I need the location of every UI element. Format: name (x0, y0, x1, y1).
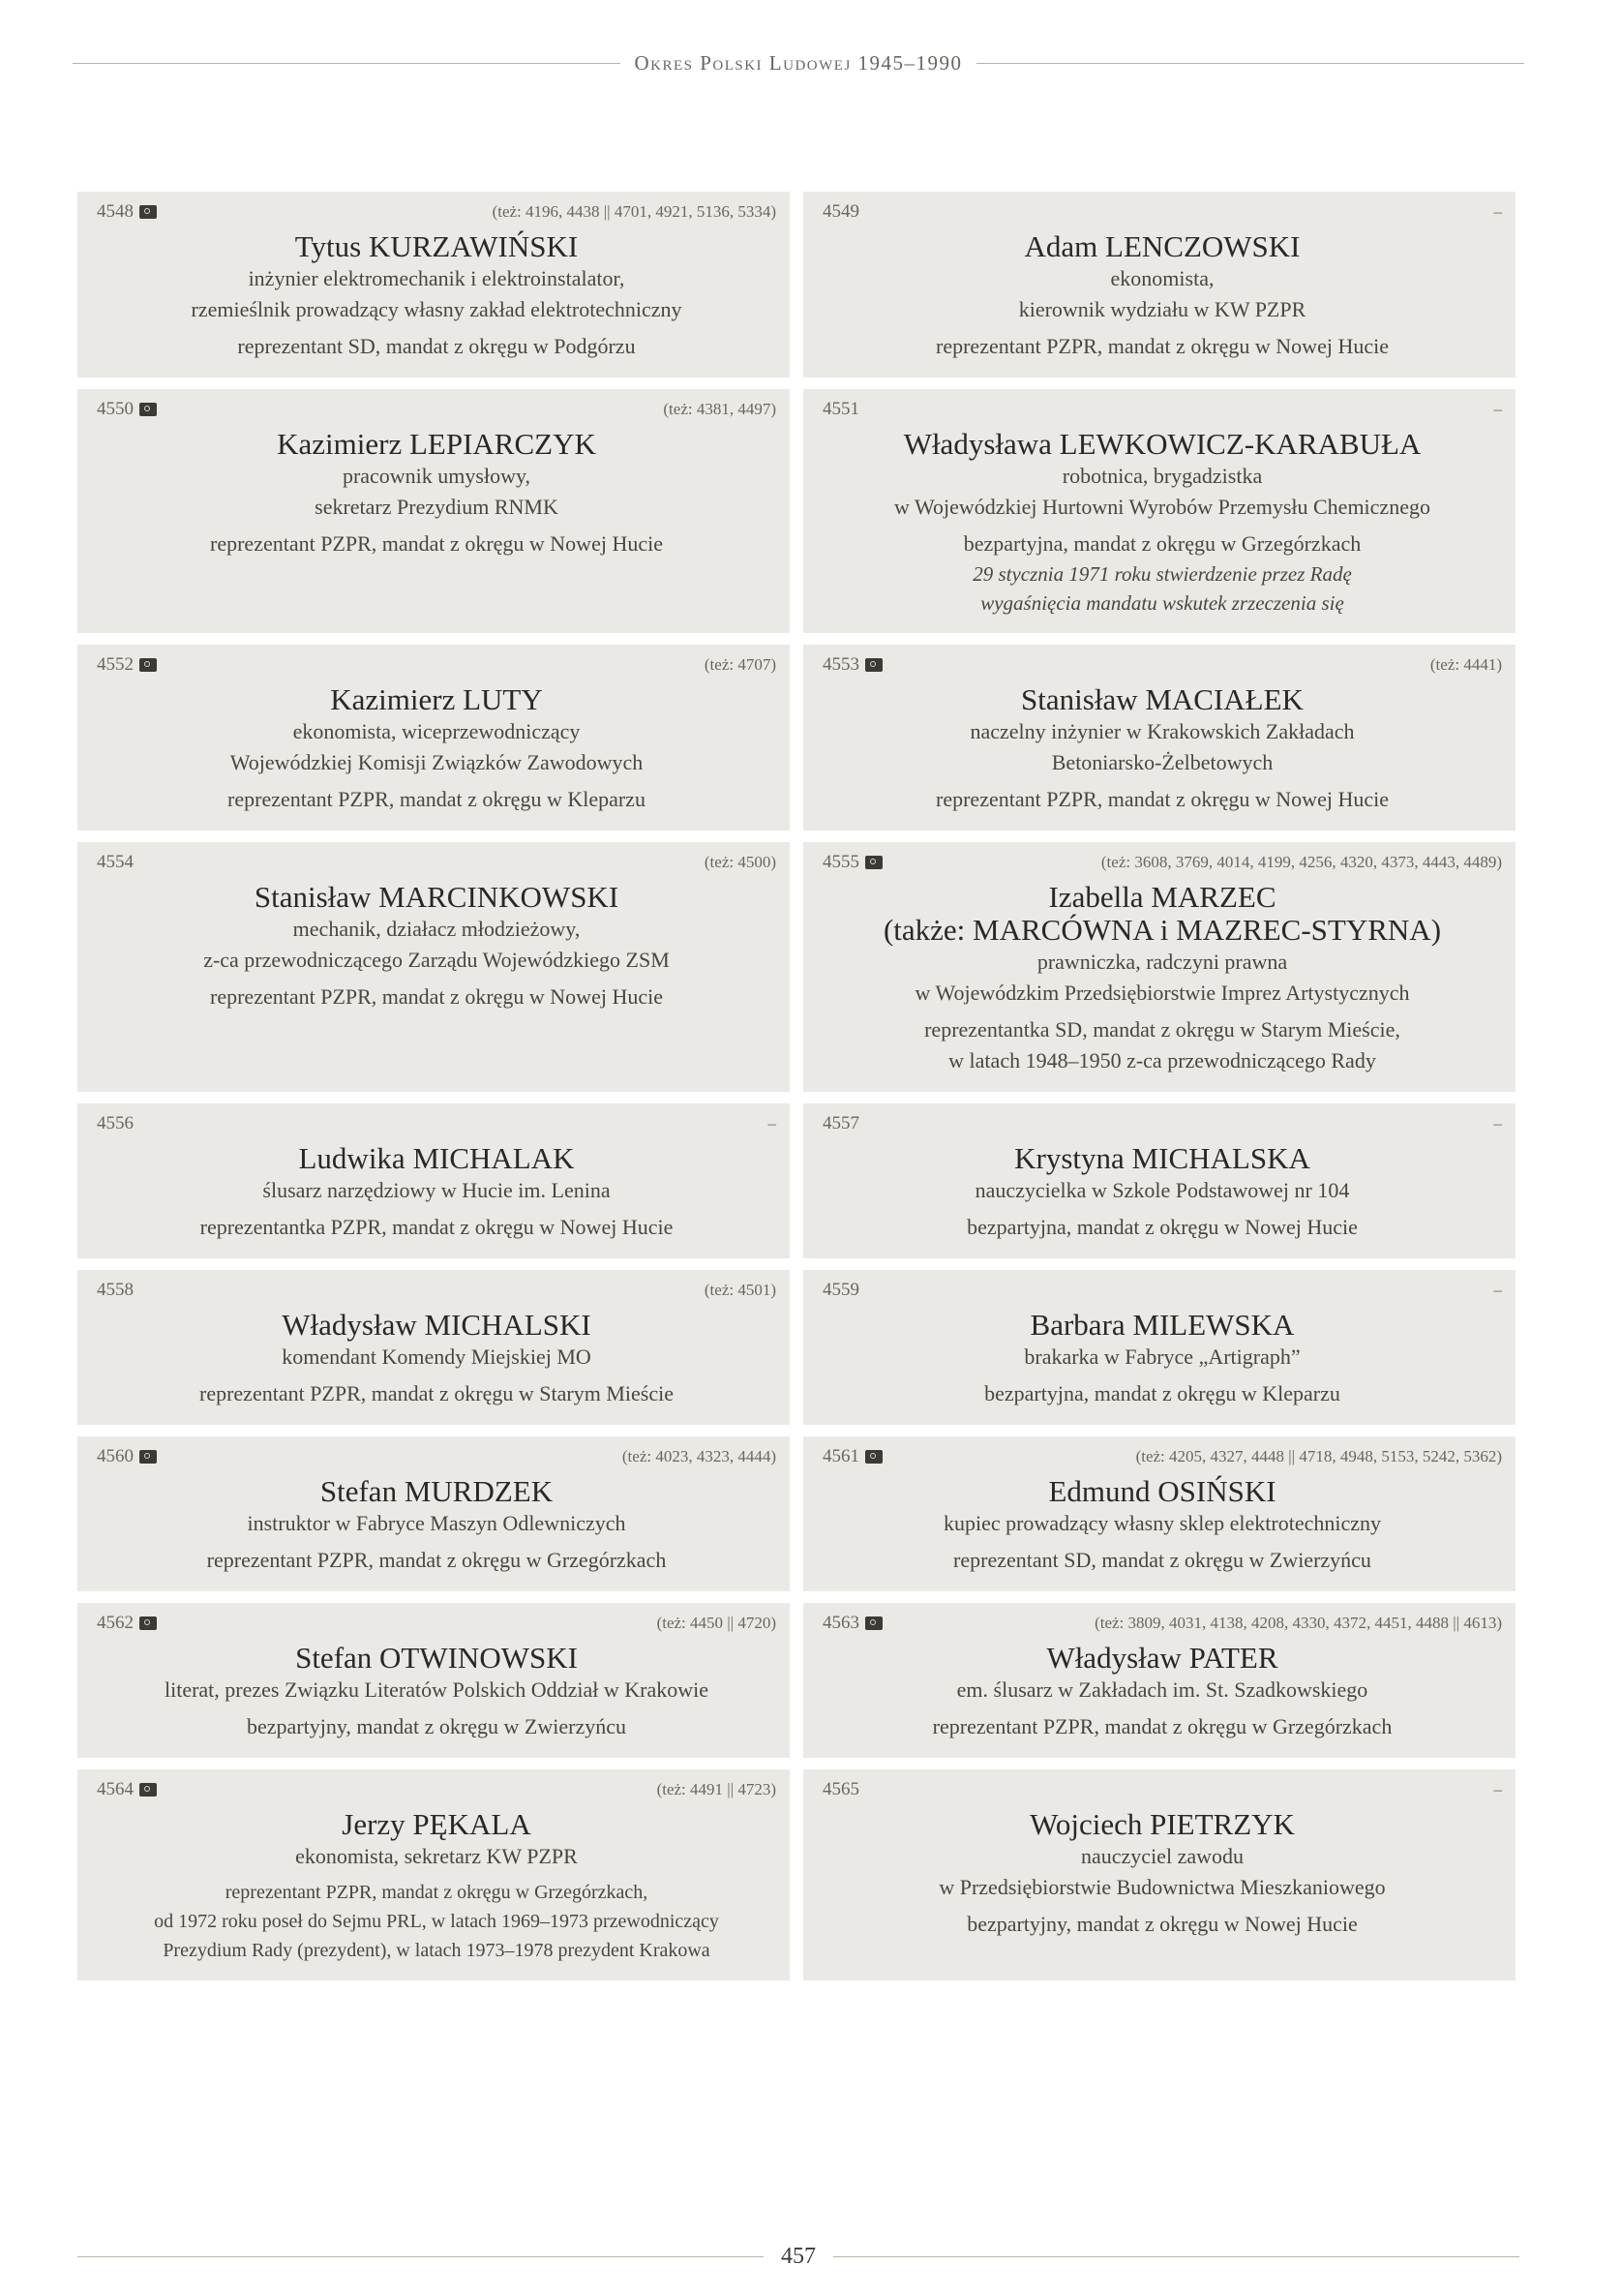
occupation-line: w Wojewódzkiej Hurtowni Wyrobów Przemysłu Chemicznego (894, 495, 1430, 519)
entry-number-text: 4561 (823, 1446, 859, 1466)
camera-icon (139, 1783, 157, 1797)
entry-card (77, 1270, 790, 1425)
entry-number (823, 201, 859, 223)
occupation-line: kupiec prowadzący własny sklep elektrotechniczny (943, 1511, 1382, 1535)
occupation-line: w Przedsiębiorstwie Budownictwa Mieszkaniowego (939, 1875, 1386, 1899)
entry-number-text: 4551 (823, 399, 859, 419)
entry-cross-refs: – (1493, 400, 1502, 418)
entry-number-text: 4562 (97, 1613, 134, 1633)
camera-icon (139, 403, 157, 416)
entry-cross-refs: (też: 4023, 4323, 4444) (621, 1447, 776, 1465)
entry-number-text: 4549 (823, 201, 859, 222)
entry-number-text: 4563 (823, 1613, 859, 1633)
camera-icon (139, 658, 157, 672)
person-name: Kazimierz LUTY (330, 682, 543, 716)
entry-number-text: 4558 (97, 1280, 134, 1300)
entry-cross-refs: (też: 4450 || 4720) (656, 1614, 776, 1632)
occupation-line: kierownik wydziału w KW PZPR (1018, 297, 1306, 321)
entry-header (823, 199, 1502, 225)
entry-number-text: 4552 (97, 654, 134, 675)
person-name: Władysława LEWKOWICZ-KARABUŁA (903, 427, 1422, 461)
entry-number (823, 1280, 859, 1301)
entry-number-text: 4560 (97, 1446, 134, 1466)
mandate-line: reprezentant PZPR, mandat z okręgu w Nowej Hucie (936, 787, 1389, 811)
entry-number-text: 4550 (97, 399, 134, 419)
occupation-line: sekretarz Prezydium RNMK (315, 495, 558, 519)
mandate-line: reprezentant PZPR, mandat z okręgu w Nowej Hucie (210, 984, 663, 1009)
entry-header (97, 199, 776, 225)
entry-card (77, 1436, 790, 1591)
entry-number (97, 201, 157, 223)
camera-icon (865, 856, 883, 869)
header-title: Okres Polski Ludowej 1945–1990 (634, 50, 963, 75)
entry-number-text: 4553 (823, 654, 859, 675)
page-footer (77, 2242, 1519, 2271)
person-name: Władysław PATER (1046, 1641, 1278, 1675)
entry-header (823, 397, 1502, 422)
entry-header (823, 1111, 1502, 1136)
entry-cross-refs: – (1493, 1780, 1502, 1798)
entry-number (823, 1446, 883, 1467)
camera-icon (139, 1450, 157, 1464)
entry-card (803, 1103, 1516, 1258)
entry-card (77, 192, 790, 378)
entry-header (97, 1777, 776, 1802)
occupation-line: naczelny inżynier w Krakowskich Zakładach (970, 719, 1355, 743)
mandate-line: reprezentant PZPR, mandat z okręgu w Nowej Hucie (210, 531, 663, 556)
entry-header (97, 652, 776, 678)
mandate-line: w latach 1948–1950 z-ca przewodniczącego Rady (948, 1048, 1376, 1072)
note-line: 29 stycznia 1971 roku stwierdzenie przez Radę (973, 562, 1352, 586)
entry-card (77, 842, 790, 1092)
camera-icon (139, 205, 157, 219)
entry-header (97, 1278, 776, 1303)
running-header (73, 48, 1524, 77)
person-name: Barbara MILEWSKA (1030, 1308, 1295, 1342)
entry-card (77, 645, 790, 831)
entry-header (823, 1278, 1502, 1303)
entry-number (823, 1779, 859, 1800)
entry-header (823, 1444, 1502, 1469)
entry-cross-refs: (też: 4196, 4438 || 4701, 4921, 5136, 5334) (492, 202, 776, 221)
mandate-line: reprezentant PZPR, mandat z okręgu w Nowej Hucie (936, 334, 1389, 358)
header-rule-right (976, 63, 1524, 64)
occupation-line: brakarka w Fabryce „Artigraph” (1024, 1344, 1301, 1369)
header-rule-left (73, 63, 620, 64)
person-name: Stefan MURDZEK (319, 1474, 554, 1508)
entries-grid (77, 192, 1522, 1980)
entry-number (823, 399, 859, 420)
entry-cross-refs: (też: 4381, 4497) (663, 400, 776, 418)
page-number: 457 (781, 2243, 816, 2269)
entry-card (803, 1769, 1516, 1980)
person-name: Izabella MARZEC (1048, 880, 1276, 914)
entry-number-text: 4565 (823, 1779, 859, 1799)
occupation-line: nauczyciel zawodu (1081, 1844, 1244, 1868)
occupation-line: nauczycielka w Szkole Podstawowej nr 104 (975, 1178, 1350, 1202)
person-name: Wojciech PIETRZYK (1030, 1807, 1295, 1841)
person-name: Edmund OSIŃSKI (1048, 1474, 1276, 1508)
entry-number (823, 654, 883, 676)
entry-card (77, 1603, 790, 1758)
entry-header (823, 1777, 1502, 1802)
entry-cross-refs: – (1493, 1114, 1502, 1133)
entry-number (97, 852, 134, 873)
mandate-line: reprezentant PZPR, mandat z okręgu w Starym Mieście (199, 1381, 674, 1405)
mandate-line: reprezentant SD, mandat z okręgu w Zwierzyńcu (953, 1548, 1371, 1572)
occupation-line: ekonomista, wiceprzewodniczący (292, 719, 581, 743)
entry-header (97, 1611, 776, 1636)
entry-number (823, 1613, 883, 1634)
entry-card (803, 1436, 1516, 1591)
person-name: Jerzy PĘKALA (342, 1807, 531, 1841)
entry-number-text: 4548 (97, 201, 134, 222)
mandate-line: reprezentantka PZPR, mandat z okręgu w Nowej Hucie (199, 1215, 674, 1239)
entry-number (97, 1280, 134, 1301)
mandate-line: reprezentant PZPR, mandat z okręgu w Grzegórzkach, (225, 1882, 648, 1903)
entry-number-text: 4554 (97, 852, 134, 872)
person-name: Kazimierz LEPIARCZYK (277, 427, 596, 461)
entry-number (97, 1779, 157, 1800)
entry-cross-refs: (też: 3809, 4031, 4138, 4208, 4330, 4372, 4451, 4488 || 4613) (1095, 1614, 1502, 1632)
entry-header (823, 652, 1502, 678)
entry-number (823, 852, 883, 873)
occupation-line: z-ca przewodniczącego Zarządu Wojewódzkiego ZSM (203, 948, 670, 972)
occupation-line: literat, prezes Związku Literatów Polskich Oddział w Krakowie (164, 1677, 709, 1702)
person-alias: (także: MARCÓWNA i MAZREC-STYRNA) (883, 913, 1442, 947)
occupation-line: prawniczka, radczyni prawna (1036, 950, 1288, 974)
occupation-line: Wojewódzkiej Komisji Związków Zawodowych (229, 750, 644, 774)
mandate-line: bezpartyjna, mandat z okręgu w Grzegórzkach (963, 531, 1362, 556)
occupation-line: komendant Komendy Miejskiej MO (282, 1344, 591, 1369)
person-name: Stefan OTWINOWSKI (295, 1641, 578, 1675)
mandate-line: od 1972 roku poseł do Sejmu PRL, w latach 1969–1973 przewodniczący (154, 1911, 719, 1932)
entry-number-text: 4555 (823, 852, 859, 872)
entry-number-text: 4559 (823, 1280, 859, 1300)
mandate-line: Prezydium Rady (prezydent), w latach 1973–1978 prezydent Krakowa (163, 1940, 710, 1961)
entry-number (97, 399, 157, 420)
entry-header (823, 1611, 1502, 1636)
mandate-line: bezpartyjna, mandat z okręgu w Nowej Hucie (967, 1215, 1358, 1239)
occupation-line: pracownik umysłowy, (342, 464, 531, 488)
entry-header (97, 1111, 776, 1136)
person-name: Adam LENCZOWSKI (1024, 229, 1301, 263)
camera-icon (865, 658, 883, 672)
occupation-line: em. ślusarz w Zakładach im. St. Szadkowskiego (956, 1677, 1368, 1702)
mandate-line: bezpartyjny, mandat z okręgu w Zwierzyńcu (247, 1714, 626, 1738)
occupation-line: inżynier elektromechanik i elektroinstalator, (248, 266, 625, 290)
camera-icon (865, 1616, 883, 1630)
person-name: Ludwika MICHALAK (298, 1141, 575, 1175)
entry-header (97, 397, 776, 422)
occupation-line: mechanik, działacz młodzieżowy, (292, 917, 581, 941)
person-name: Krystyna MICHALSKA (1014, 1141, 1310, 1175)
entry-card (803, 192, 1516, 378)
person-name: Stanisław MACIAŁEK (1021, 682, 1304, 716)
entry-cross-refs: – (1493, 1281, 1502, 1299)
entry-cross-refs: (też: 4205, 4327, 4448 || 4718, 4948, 5153, 5242, 5362) (1135, 1447, 1502, 1465)
mandate-line: reprezentant PZPR, mandat z okręgu w Kleparzu (227, 787, 645, 811)
occupation-line: rzemieślnik prowadzący własny zakład elektrotechniczny (191, 297, 682, 321)
person-name: Tytus KURZAWIŃSKI (294, 229, 579, 263)
entry-card (77, 1769, 790, 1980)
entry-card (77, 1103, 790, 1258)
mandate-line: reprezentant SD, mandat z okręgu w Podgórzu (237, 334, 636, 358)
occupation-line: Betoniarsko-Żelbetowych (1051, 750, 1274, 774)
entry-card (803, 1603, 1516, 1758)
entry-number-text: 4557 (823, 1113, 859, 1133)
person-name: Władysław MICHALSKI (282, 1308, 591, 1342)
camera-icon (139, 1616, 157, 1630)
occupation-line: ekonomista, (1110, 266, 1215, 290)
occupation-line: instruktor w Fabryce Maszyn Odlewniczych (247, 1511, 626, 1535)
entry-card (803, 1270, 1516, 1425)
entry-header (97, 1444, 776, 1469)
footer-rule-right (833, 2256, 1519, 2257)
entry-number (97, 1113, 134, 1134)
entry-cross-refs: (też: 4441) (1429, 655, 1502, 674)
entry-cross-refs: (też: 4501) (704, 1281, 776, 1299)
note-line: wygaśnięcia mandatu wskutek zrzeczenia się (980, 591, 1344, 615)
occupation-line: w Wojewódzkim Przedsiębiorstwie Imprez Artystycznych (915, 981, 1410, 1005)
entry-cross-refs: (też: 4707) (704, 655, 776, 674)
camera-icon (865, 1450, 883, 1464)
entry-cross-refs: (też: 4491 || 4723) (656, 1780, 776, 1798)
entry-header (97, 850, 776, 875)
entry-number (97, 654, 157, 676)
entry-card (77, 389, 790, 633)
mandate-line: reprezentant PZPR, mandat z okręgu w Grzegórzkach (932, 1714, 1393, 1738)
occupation-line: robotnica, brygadzistka (1062, 464, 1263, 488)
entry-cross-refs: (też: 3608, 3769, 4014, 4199, 4256, 4320, 4373, 4443, 4489) (1100, 853, 1502, 871)
mandate-line: reprezentant PZPR, mandat z okręgu w Grzegórzkach (206, 1548, 667, 1572)
entry-cross-refs: (też: 4500) (704, 853, 776, 871)
entry-card (803, 645, 1516, 831)
occupation-line: ekonomista, sekretarz KW PZPR (295, 1844, 578, 1868)
entry-number (97, 1446, 157, 1467)
mandate-line: bezpartyjny, mandat z okręgu w Nowej Hucie (967, 1912, 1358, 1936)
mandate-line: reprezentantka SD, mandat z okręgu w Starym Mieście, (924, 1017, 1400, 1042)
entry-cross-refs: – (767, 1114, 776, 1133)
mandate-line: bezpartyjna, mandat z okręgu w Kleparzu (984, 1381, 1340, 1405)
entry-number-text: 4556 (97, 1113, 134, 1133)
occupation-line: ślusarz narzędziowy w Hucie im. Lenina (262, 1178, 611, 1202)
entry-card (803, 842, 1516, 1092)
entry-number (823, 1113, 859, 1134)
entry-cross-refs: – (1493, 202, 1502, 221)
entry-number (97, 1613, 157, 1634)
entry-header (823, 850, 1502, 875)
person-name: Stanisław MARCINKOWSKI (254, 880, 619, 914)
entry-card (803, 389, 1516, 633)
entry-number-text: 4564 (97, 1779, 134, 1799)
footer-rule-left (77, 2256, 764, 2257)
